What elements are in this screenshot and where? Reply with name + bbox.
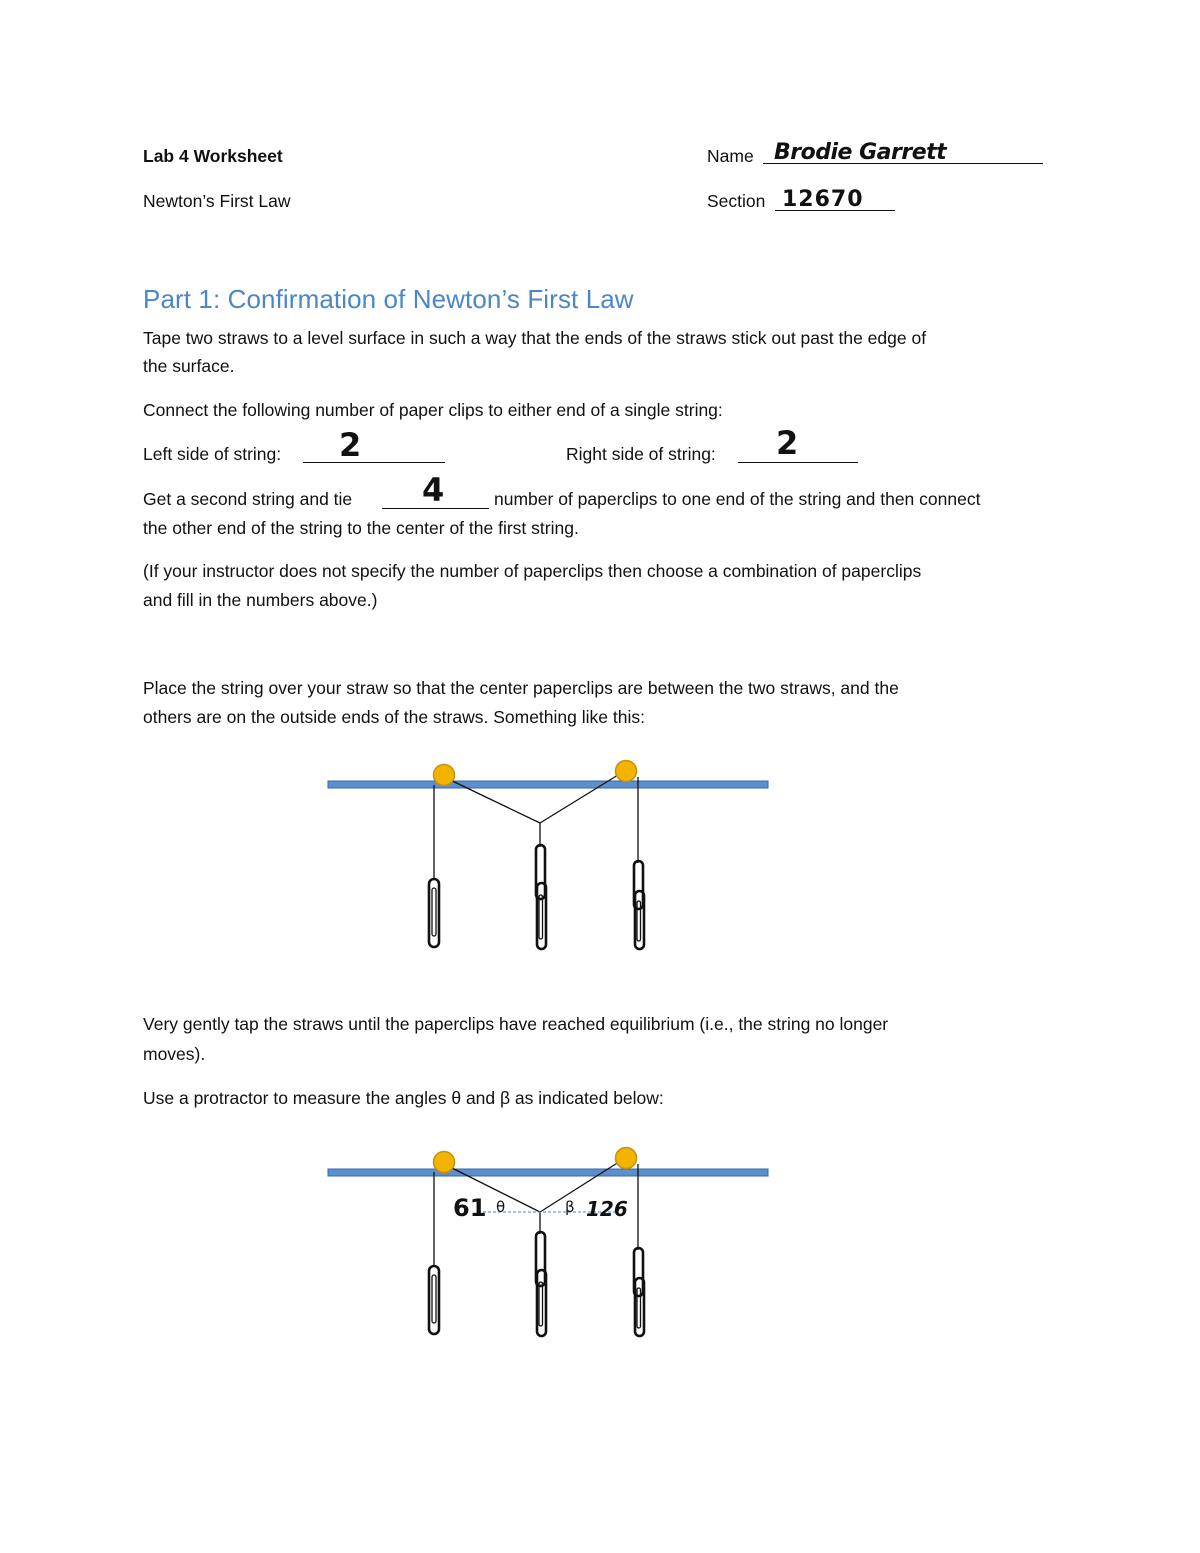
right-side-underline bbox=[738, 462, 858, 463]
paragraph-tape-line1: Tape two straws to a level surface in such a way that the ends of the straws stick out past the edge of bbox=[143, 328, 927, 348]
center-paperclip bbox=[536, 1232, 546, 1336]
paragraph-tape-line2: the surface. bbox=[143, 356, 235, 376]
setup-diagram bbox=[320, 755, 780, 955]
center-paperclip bbox=[536, 845, 546, 949]
paragraph-second-string-pre: Get a second string and tie bbox=[143, 489, 353, 509]
paragraph-protractor: Use a protractor to measure the angles θ and β as indicated below: bbox=[143, 1088, 664, 1108]
paragraph-place-line2: others are on the outside ends of the straws. Something like this: bbox=[143, 707, 645, 727]
beta-handwritten-value: 126 bbox=[586, 1197, 628, 1221]
left-side-handwritten: 2 bbox=[339, 426, 362, 464]
straw-bar bbox=[328, 781, 768, 788]
right-paperclip bbox=[634, 861, 644, 949]
worksheet-subtitle: Newton’s First Law bbox=[143, 191, 291, 211]
paragraph-tap-line2: moves). bbox=[143, 1044, 206, 1064]
name-label: Name bbox=[707, 146, 754, 166]
theta-symbol: θ bbox=[496, 1198, 506, 1216]
paragraph-instructor-line1: (If your instructor does not specify the number of paperclips then choose a combination of paperclips bbox=[143, 561, 922, 581]
right-pulley bbox=[616, 761, 637, 782]
left-paperclip bbox=[429, 1266, 439, 1334]
right-side-label: Right side of string: bbox=[566, 444, 716, 464]
paragraph-instructor-line2: and fill in the numbers above.) bbox=[143, 590, 378, 610]
paragraph-second-string-post: number of paperclips to one end of the string and then connect bbox=[494, 489, 981, 509]
name-handwritten: Brodie Garrett bbox=[774, 140, 947, 165]
center-count-handwritten: 4 bbox=[422, 471, 445, 509]
left-pulley bbox=[434, 765, 455, 786]
beta-symbol: β bbox=[565, 1198, 575, 1216]
section-handwritten: 12670 bbox=[782, 187, 864, 212]
paragraph-place-line1: Place the string over your straw so that the center paperclips are between the two straws, and the bbox=[143, 678, 899, 698]
left-side-underline bbox=[303, 462, 445, 463]
theta-handwritten-value: 61 bbox=[453, 1194, 487, 1222]
part1-heading: Part 1: Confirmation of Newton’s First Law bbox=[143, 284, 634, 314]
right-pulley bbox=[616, 1148, 637, 1169]
worksheet-title: Lab 4 Worksheet bbox=[143, 146, 283, 166]
straw-bar bbox=[328, 1169, 768, 1176]
left-pulley bbox=[434, 1152, 455, 1173]
left-paperclip bbox=[429, 879, 439, 947]
section-label: Section bbox=[707, 191, 766, 211]
paragraph-tap-line1: Very gently tap the straws until the paperclips have reached equilibrium (i.e., the string no longer bbox=[143, 1014, 889, 1034]
paragraph-connect: Connect the following number of paper clips to either end of a single string: bbox=[143, 400, 723, 420]
left-side-label: Left side of string: bbox=[143, 444, 282, 464]
right-paperclip bbox=[634, 1248, 644, 1336]
paragraph-second-string-line2: the other end of the string to the center of the first string. bbox=[143, 518, 579, 538]
right-side-handwritten: 2 bbox=[776, 424, 799, 462]
angle-diagram bbox=[320, 1142, 780, 1342]
